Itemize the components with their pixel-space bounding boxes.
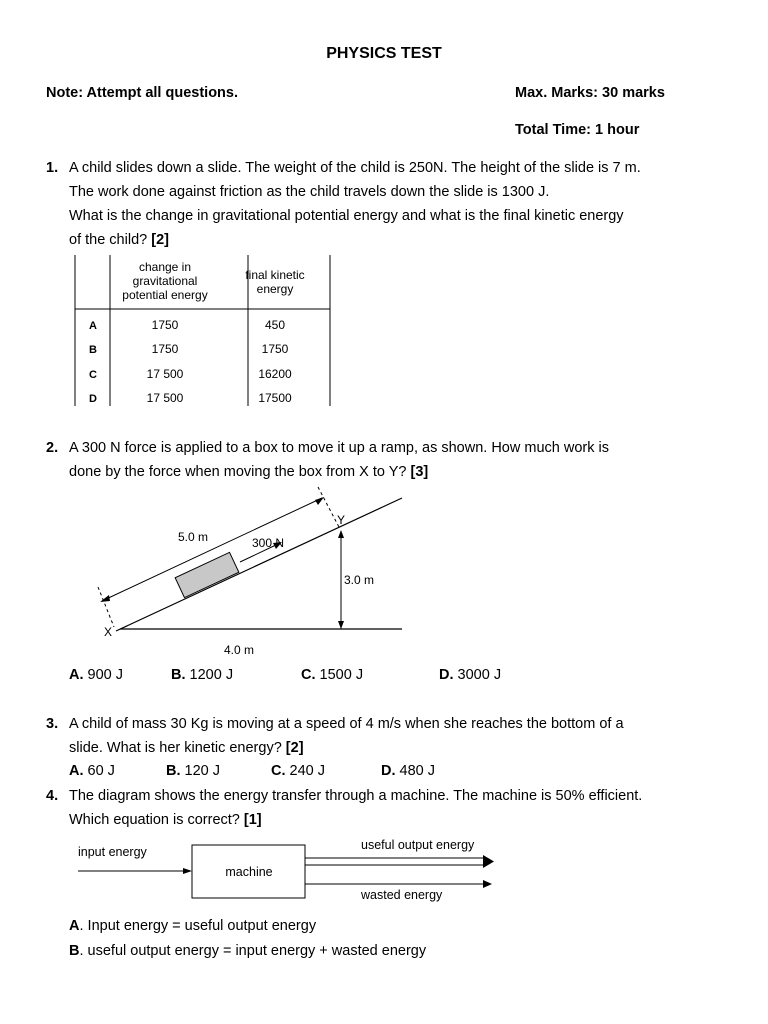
question-4-number: 4. <box>46 788 59 804</box>
q2-option-d: D. 3000 J <box>439 667 502 683</box>
question-4-text <box>69 784 642 832</box>
question-4-line: The diagram shows the energy transfer through a machine. The machine is 50% efficient. <box>69 788 643 804</box>
q2-option-b: B. 1200 J <box>171 667 234 683</box>
question-1-line: What is the change in gravitational potential energy and what is the final kinetic energy <box>69 208 624 224</box>
table-row-label: B <box>89 344 97 356</box>
question-3-text <box>69 712 624 760</box>
table-cell-gpe: 17 500 <box>146 391 184 405</box>
table-cell-ke: 17500 <box>258 391 292 405</box>
table-header-ke-line: final kinetic <box>245 268 305 282</box>
base-length-label: 4.0 m <box>224 643 255 657</box>
q2-option-c: C. 1500 J <box>301 667 364 683</box>
height-label: 3.0 m <box>344 573 375 587</box>
input-energy-label: input energy <box>78 845 147 859</box>
q4-option-b: B. useful output energy = input energy + wasted energy <box>69 943 427 959</box>
question-2-number: 2. <box>46 440 59 456</box>
question-1-line: A child slides down a slide. The weight of the child is 250N. The height of the slide is 7 m. <box>69 160 641 176</box>
q4-option-a: A. Input energy = useful output energy <box>69 918 317 934</box>
table-header-gpe-line: change in <box>138 260 192 274</box>
question-4-line: Which equation is correct? [1] <box>69 812 262 828</box>
max-marks: Max. Marks: 30 marks <box>515 85 665 101</box>
table-row-label: C <box>89 369 97 381</box>
question-1-text <box>69 156 641 252</box>
table-header-gpe-line: gravitational <box>132 274 198 288</box>
question-2-line: done by the force when moving the box from X to Y? [3] <box>69 464 429 480</box>
point-x-label: X <box>104 625 113 639</box>
question-1-number: 1. <box>46 160 59 176</box>
ramp-diagram <box>90 485 410 660</box>
question-4-marks: [1] <box>243 812 262 828</box>
q3-option-d: D. 480 J <box>381 763 435 779</box>
table-row-label: D <box>89 393 97 405</box>
table-cell-gpe: 17 500 <box>146 367 184 381</box>
ramp-length-label: 5.0 m <box>178 530 209 544</box>
q3-option-c: C. 240 J <box>271 763 325 779</box>
question-3-number: 3. <box>46 716 59 732</box>
total-time: Total Time: 1 hour <box>515 122 640 138</box>
table-row-label: A <box>89 320 97 332</box>
question-3-line: A child of mass 30 Kg is moving at a speed of 4 m/s when she reaches the bottom of a <box>69 716 624 732</box>
question-1-marks: [2] <box>151 232 169 248</box>
question-3-line: slide. What is her kinetic energy? [2] <box>69 740 304 756</box>
table-header-gpe-line: potential energy <box>122 288 208 302</box>
table-cell-ke: 1750 <box>261 342 289 356</box>
point-y-label: Y <box>337 513 346 527</box>
q2-option-a: A. 900 J <box>69 667 123 683</box>
table-cell-gpe: 1750 <box>151 318 179 332</box>
machine-diagram <box>70 834 510 910</box>
wasted-energy-label: wasted energy <box>361 888 443 902</box>
table-cell-ke: 16200 <box>258 367 292 381</box>
question-2-line: A 300 N force is applied to a box to move it up a ramp, as shown. How much work is <box>69 440 609 456</box>
question-2-text <box>69 436 609 484</box>
q3-option-b: B. 120 J <box>166 763 220 779</box>
question-1-line: The work done against friction as the child travels down the slide is 1300 J. <box>69 184 550 200</box>
q3-option-a: A. 60 J <box>69 763 115 779</box>
force-label: 300 N <box>252 536 285 550</box>
question-1-table <box>70 253 335 408</box>
table-cell-ke: 450 <box>264 318 286 332</box>
machine-label: machine <box>225 865 273 879</box>
page-title: PHYSICS TEST <box>326 45 442 62</box>
useful-output-label: useful output energy <box>361 838 475 852</box>
table-cell-gpe: 1750 <box>151 342 179 356</box>
table-header-ke-line: energy <box>256 282 294 296</box>
box-shape <box>175 552 239 597</box>
instructions-note: Note: Attempt all questions. <box>46 85 238 101</box>
question-1-line: of the child? [2] <box>69 232 169 248</box>
question-2-marks: [3] <box>410 464 429 480</box>
question-3-marks: [2] <box>285 740 304 756</box>
